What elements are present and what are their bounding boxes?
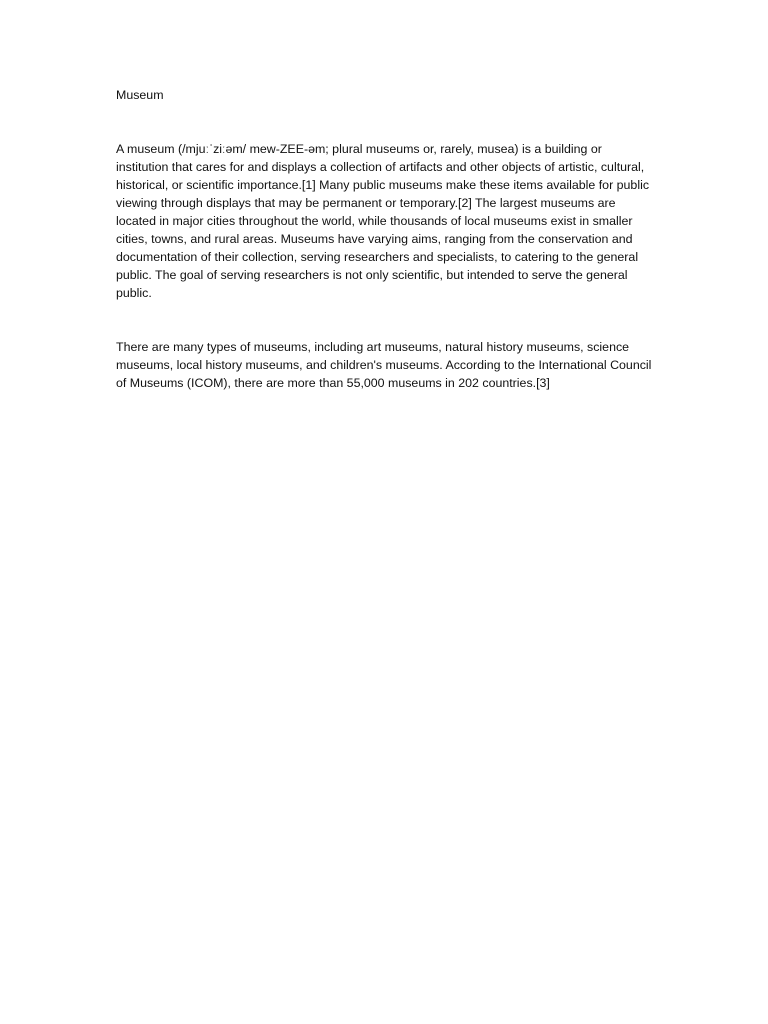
paragraph-intro: A museum (/mjuːˈziːəm/ mew-ZEE-əm; plural museums or, rarely, musea) is a building or institution that cares for and displays a collection of artifacts and other objects of artistic, cultural, historical, or scientific importance.[1] Many public museums make these items available for public viewing through displays that may be permanent or temporary.[2] The largest museums are located in major cities throughout the world, while thousands of local museums exist in smaller cities, towns, and rural areas. Museums have varying aims, ranging from the conservation and documentation of their collection, serving researchers and specialists, to catering to the general public. The goal of serving researchers is not only scientific, but intended to serve the general public. <box>116 142 650 300</box>
document-title: Museum <box>116 88 164 102</box>
paragraph-types: There are many types of museums, including art museums, natural history museums, science museums, local history museums, and children's museums. According to the International Council of Museums (ICOM), there are more than 55,000 museums in 202 countries.[3] <box>116 340 652 390</box>
document-content <box>116 86 656 392</box>
